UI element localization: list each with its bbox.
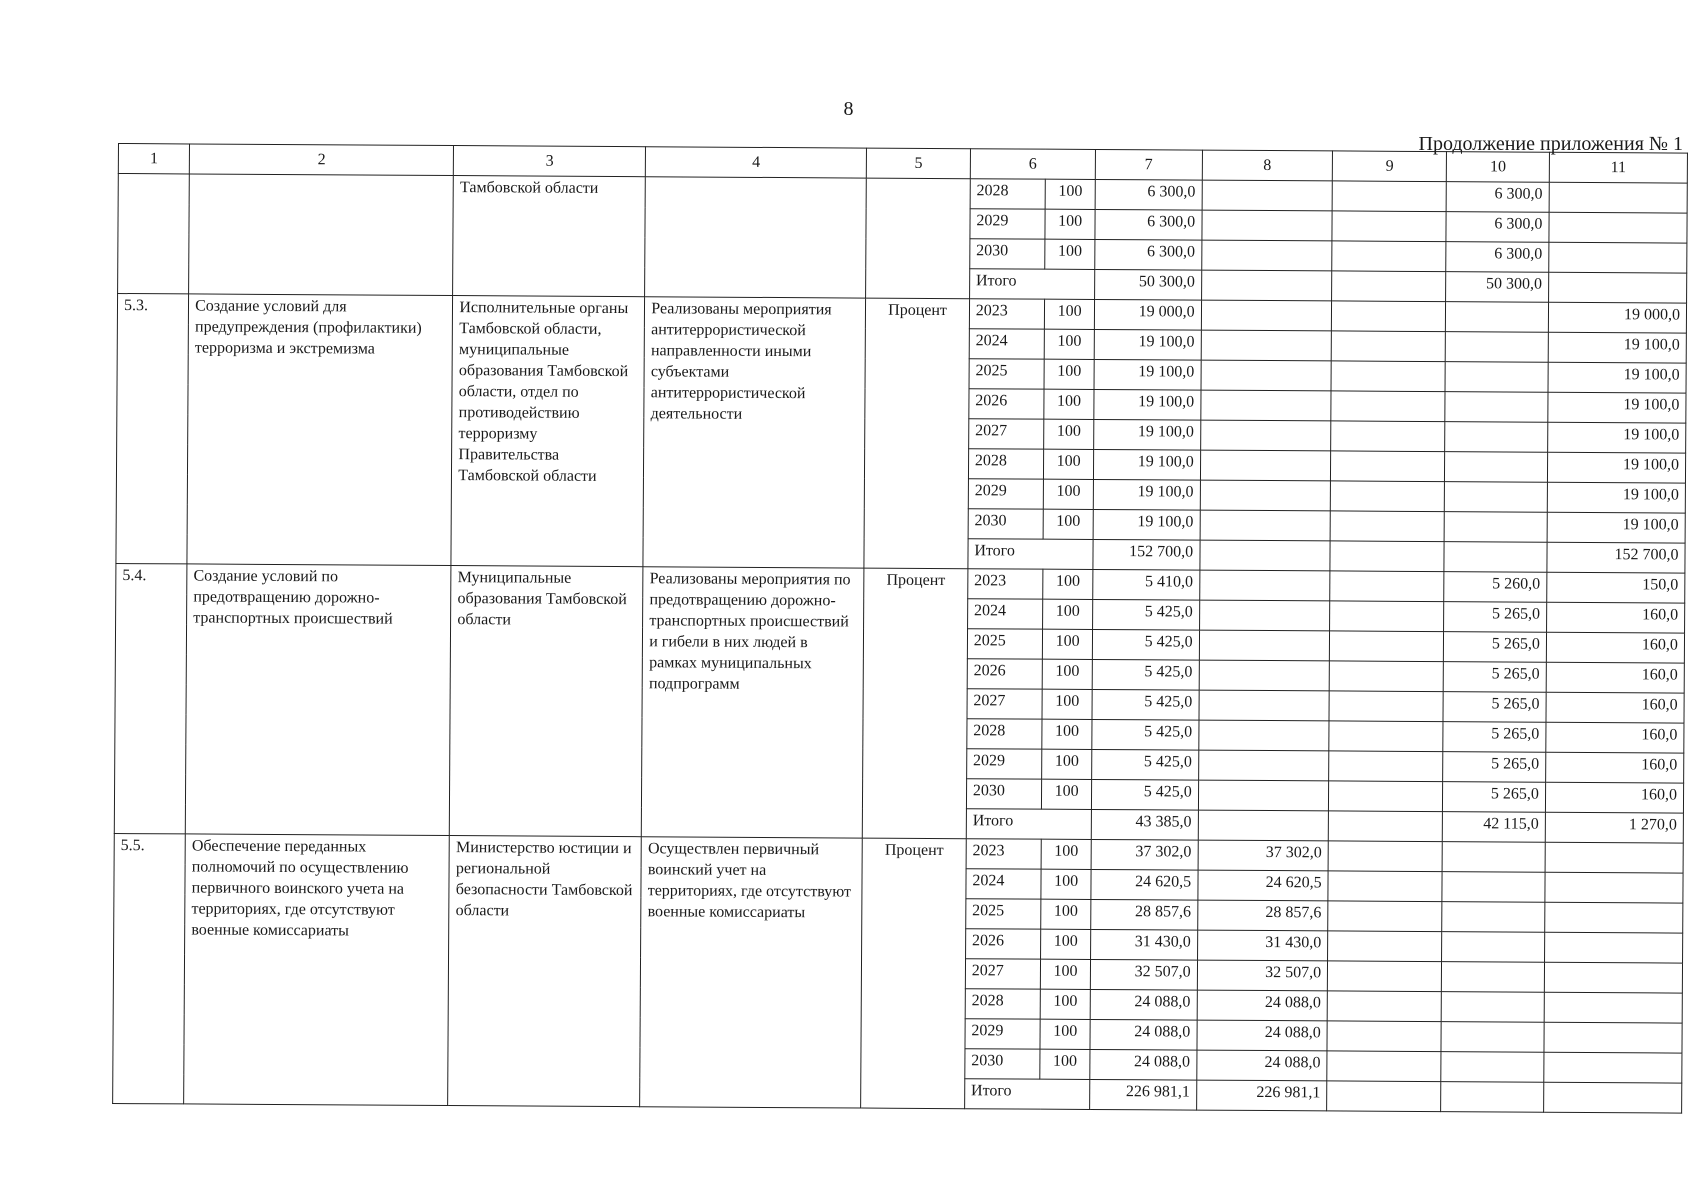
rate-cell: 100 [1043,659,1093,689]
col8-cell: 32 507,0 [1197,960,1328,991]
col9-cell [1331,331,1445,362]
col10-cell: 5 265,0 [1443,692,1546,723]
col9-cell [1328,901,1442,932]
col11-cell: 19 100,0 [1547,512,1685,543]
year-cell: 2025 [969,359,1045,389]
col8-cell [1201,360,1332,391]
total-label: Итого [966,809,1091,840]
col10-cell [1445,362,1548,393]
col9-cell [1327,961,1441,992]
header-col-1: 1 [118,144,189,174]
col10-cell [1442,902,1545,933]
col10-cell [1441,1052,1544,1083]
col9-cell [1330,601,1444,632]
year-cell: 2026 [965,929,1041,959]
header-col-6: 6 [970,149,1095,180]
rate-cell: 100 [1042,749,1092,779]
rate-cell: 100 [1042,689,1092,719]
col10-cell [1446,332,1549,363]
total-col9 [1328,811,1442,842]
header-col-11: 11 [1549,152,1687,183]
col7-cell: 6 300,0 [1095,179,1202,210]
year-cell: 2029 [970,209,1046,239]
col11-cell: 160,0 [1546,692,1684,723]
rate-cell: 100 [1044,389,1094,419]
total-col11 [1548,272,1686,303]
col11-cell [1544,1022,1682,1053]
year-cell: 2025 [967,629,1043,659]
rate-cell: 100 [1041,929,1091,959]
rate-cell: 100 [1045,299,1095,329]
total-col8 [1201,270,1332,301]
col7-cell: 5 425,0 [1092,749,1199,780]
year-cell: 2028 [967,719,1043,749]
rate-cell: 100 [1040,989,1090,1019]
col8-cell [1198,720,1329,751]
section-name: Создание условий по предотвращению дорожно-транспортных происшествий [185,564,451,836]
section-executor: Исполнительные органы Тамбовской области, муниципальные образования Тамбовской области, отдел по противодействию терроризму Правительства Тамбовской области [451,296,645,567]
col8-cell: 24 088,0 [1197,1020,1328,1051]
page-number: 8 [843,98,854,120]
col11-cell [1544,932,1682,963]
col10-cell [1445,452,1548,483]
col10-cell: 5 265,0 [1444,632,1547,663]
col8-cell [1199,600,1330,631]
col10-cell: 5 260,0 [1444,572,1547,603]
rate-cell: 100 [1044,419,1094,449]
rate-cell: 100 [1041,869,1091,899]
section-unit: Процент [864,298,969,569]
col11-cell: 150,0 [1547,572,1685,603]
col8-cell [1199,570,1330,601]
col7-cell: 32 507,0 [1090,959,1197,990]
col10-cell [1446,302,1549,333]
col11-cell [1545,902,1683,933]
col8-cell [1198,750,1329,781]
year-cell: 2029 [965,1019,1041,1049]
col11-cell: 160,0 [1546,602,1684,633]
section-name: Обеспечение переданных полномочий по осуществлению первичного воинского учета на территориях, где отсутствуют военные комиссариаты [184,834,450,1106]
total-label: Итого [964,1079,1089,1110]
year-cell: 2027 [967,689,1043,719]
col9-cell [1327,1021,1441,1052]
col11-cell [1544,962,1682,993]
col7-cell: 5 425,0 [1091,779,1198,810]
col9-cell [1327,991,1441,1022]
col8-cell [1201,330,1332,361]
col7-cell: 5 425,0 [1092,719,1199,750]
rate-cell: 100 [1043,629,1093,659]
col7-cell: 19 100,0 [1094,389,1201,420]
col8-cell [1200,480,1331,511]
col9-cell [1329,781,1443,812]
col10-cell [1445,422,1548,453]
col10-cell: 5 265,0 [1444,662,1547,693]
section-executor: Муниципальные образования Тамбовской области [450,566,644,837]
col10-cell [1445,512,1548,543]
total-col11 [1543,1082,1681,1113]
rate-cell: 100 [1042,779,1092,809]
col9-cell [1331,391,1445,422]
col11-cell: 160,0 [1545,752,1683,783]
col11-cell [1544,1052,1682,1083]
col8-cell [1201,240,1332,271]
col9-cell [1328,841,1442,872]
col8-cell: 24 620,5 [1198,870,1329,901]
section-code: 5.3. [116,294,189,564]
col7-cell: 5 425,0 [1092,629,1199,660]
section-executor: Министерство юстиции и региональной безопасности Тамбовской области [448,836,642,1107]
total-col8 [1198,810,1329,841]
col8-cell: 24 088,0 [1197,990,1328,1021]
rate-cell: 100 [1044,359,1094,389]
total-col10: 50 300,0 [1446,272,1549,303]
rate-cell: 100 [1043,509,1093,539]
col9-cell [1327,1051,1441,1082]
col9-cell [1332,301,1446,332]
col8-cell [1200,390,1331,421]
name-cell [189,174,454,296]
total-col9 [1330,541,1444,572]
rate-cell: 100 [1040,1049,1090,1079]
col10-cell [1442,992,1545,1023]
col11-cell: 160,0 [1546,722,1684,753]
col7-cell: 28 857,6 [1091,899,1198,930]
col9-cell [1330,571,1444,602]
col10-cell: 6 300,0 [1447,182,1550,213]
col9-cell [1332,181,1446,212]
year-cell: 2028 [968,449,1044,479]
year-cell: 2028 [970,179,1046,209]
rate-cell: 100 [1041,959,1091,989]
col11-cell: 160,0 [1546,662,1684,693]
col11-cell [1545,872,1683,903]
col11-cell: 160,0 [1545,782,1683,813]
col11-cell: 19 100,0 [1547,482,1685,513]
col10-cell [1445,392,1548,423]
year-cell: 2026 [969,389,1045,419]
col10-cell: 5 265,0 [1443,782,1546,813]
col8-cell [1202,180,1333,211]
total-col7: 152 700,0 [1093,539,1200,570]
col7-cell: 6 300,0 [1095,209,1202,240]
year-cell: 2030 [966,779,1042,809]
total-col8: 226 981,1 [1196,1080,1327,1111]
col7-cell: 5 425,0 [1092,689,1199,720]
header-col-2: 2 [189,144,453,176]
col11-cell: 19 100,0 [1548,362,1686,393]
col10-cell [1443,842,1546,873]
col9-cell [1330,511,1444,542]
col9-cell [1331,361,1445,392]
year-cell: 2028 [965,989,1041,1019]
col9-cell [1332,241,1446,272]
col7-cell: 31 430,0 [1090,929,1197,960]
table-body [113,174,1688,1114]
rate-cell: 100 [1043,569,1093,599]
code-cell [118,174,190,294]
col7-cell: 19 100,0 [1093,479,1200,510]
col11-cell: 19 100,0 [1547,452,1685,483]
year-cell: 2023 [966,839,1042,869]
col8-cell: 37 302,0 [1198,840,1329,871]
col7-cell: 19 000,0 [1094,299,1201,330]
col10-cell: 5 265,0 [1443,722,1546,753]
col9-cell [1329,721,1443,752]
section-code: 5.5. [113,833,186,1103]
col9-cell [1328,931,1442,962]
col7-cell: 5 410,0 [1093,569,1200,600]
col9-cell [1332,211,1446,242]
col7-cell: 19 100,0 [1094,329,1201,360]
col11-cell [1549,212,1687,243]
col9-cell [1329,691,1443,722]
continuation-label: Продолжение приложения № 1 [1418,133,1683,155]
col8-cell: 24 088,0 [1196,1050,1327,1081]
rate-cell: 100 [1041,899,1091,929]
year-cell: 2027 [968,419,1044,449]
rate-cell: 100 [1045,239,1095,269]
total-col7: 43 385,0 [1091,809,1198,840]
year-cell: 2024 [967,599,1043,629]
col8-cell [1200,510,1331,541]
col8-cell [1199,690,1330,721]
total-col10 [1444,542,1547,573]
col10-cell [1442,962,1545,993]
col11-cell: 19 000,0 [1548,302,1686,333]
rate-cell: 100 [1041,839,1091,869]
col11-cell [1544,992,1682,1023]
rate-cell: 100 [1045,179,1095,209]
section-name: Создание условий для предупреждения (профилактики) терроризма и экстремизма [187,294,453,566]
col8-cell [1202,210,1333,241]
col8-cell [1200,450,1331,481]
year-cell: 2027 [965,959,1041,989]
main-table [112,143,1688,1114]
year-cell: 2026 [967,659,1043,689]
section-result: Реализованы мероприятия по предотвращению дорожно-транспортных происшествий и гибели в них людей в рамках муниципальных подпрограмм [642,567,865,838]
year-cell: 2025 [966,899,1042,929]
section-result: Реализованы мероприятия антитеррористической направленности иными субъектами антитеррористической деятельности [643,297,866,568]
col10-cell [1442,932,1545,963]
year-cell: 2030 [970,239,1046,269]
col8-cell [1198,780,1329,811]
col8-cell [1201,300,1332,331]
total-col11: 152 700,0 [1547,542,1685,573]
year-cell: 2030 [965,1049,1041,1079]
col8-cell [1200,420,1331,451]
header-col-4: 4 [646,147,867,178]
col8-cell [1199,660,1330,691]
col10-cell: 5 265,0 [1444,602,1547,633]
col9-cell [1329,751,1443,782]
executor-cell: Тамбовской области [453,176,646,297]
col7-cell: 19 100,0 [1094,419,1201,450]
total-col8 [1200,540,1331,571]
col9-cell [1328,871,1442,902]
total-col10: 42 115,0 [1443,812,1546,843]
rate-cell: 100 [1043,599,1093,629]
total-label: Итого [969,269,1094,300]
section-unit: Процент [863,568,968,839]
section-unit: Процент [861,838,966,1109]
col9-cell [1331,451,1445,482]
year-cell: 2024 [966,869,1042,899]
col7-cell: 6 300,0 [1095,239,1202,270]
year-cell: 2023 [968,569,1044,599]
section-result: Осуществлен первичный воинский учет на территориях, где отсутствуют военные комиссариаты [640,837,863,1108]
col9-cell [1329,631,1443,662]
col10-cell: 5 265,0 [1443,752,1546,783]
total-col7: 226 981,1 [1090,1079,1197,1110]
col11-cell [1549,182,1687,213]
rate-cell: 100 [1042,719,1092,749]
total-col9 [1327,1081,1441,1112]
header-col-7: 7 [1095,149,1202,180]
col10-cell [1442,872,1545,903]
col9-cell [1329,661,1443,692]
total-label: Итого [968,539,1093,570]
col7-cell: 19 100,0 [1093,449,1200,480]
col11-cell: 19 100,0 [1548,332,1686,363]
col8-cell: 28 857,6 [1197,900,1328,931]
col8-cell: 31 430,0 [1197,930,1328,961]
total-col7: 50 300,0 [1094,269,1201,300]
unit-cell [866,178,970,299]
col7-cell: 19 100,0 [1093,509,1200,540]
header-col-3: 3 [454,146,646,177]
col7-cell: 24 620,5 [1091,869,1198,900]
col7-cell: 19 100,0 [1094,359,1201,390]
col7-cell: 24 088,0 [1090,1019,1197,1050]
section-code: 5.4. [114,563,187,833]
col10-cell: 6 300,0 [1446,242,1549,273]
rate-cell: 100 [1044,479,1094,509]
year-cell: 2023 [969,299,1045,329]
col11-cell [1549,242,1687,273]
col9-cell [1330,481,1444,512]
col8-cell [1199,630,1330,661]
year-cell: 2030 [968,509,1044,539]
col7-cell: 24 088,0 [1090,1049,1197,1080]
col11-cell [1545,842,1683,873]
year-cell: 2029 [966,749,1042,779]
total-col11: 1 270,0 [1545,812,1683,843]
col7-cell: 5 425,0 [1092,599,1199,630]
col10-cell [1445,482,1548,513]
col10-cell: 6 300,0 [1446,212,1549,243]
result-cell [645,177,867,298]
year-cell: 2029 [968,479,1044,509]
total-col9 [1332,271,1446,302]
header-col-5: 5 [867,148,971,179]
total-col10 [1441,1082,1544,1113]
header-col-8: 8 [1202,150,1333,181]
rate-cell: 100 [1040,1019,1090,1049]
col7-cell: 37 302,0 [1091,839,1198,870]
col11-cell: 19 100,0 [1548,392,1686,423]
header-col-9: 9 [1332,151,1446,182]
rate-cell: 100 [1044,449,1094,479]
col9-cell [1331,421,1445,452]
col7-cell: 5 425,0 [1092,659,1199,690]
rate-cell: 100 [1045,209,1095,239]
rate-cell: 100 [1045,329,1095,359]
col11-cell: 160,0 [1546,632,1684,663]
col7-cell: 24 088,0 [1090,989,1197,1020]
col11-cell: 19 100,0 [1548,422,1686,453]
year-cell: 2024 [969,329,1045,359]
header-col-10: 10 [1447,152,1550,183]
col10-cell [1441,1022,1544,1053]
